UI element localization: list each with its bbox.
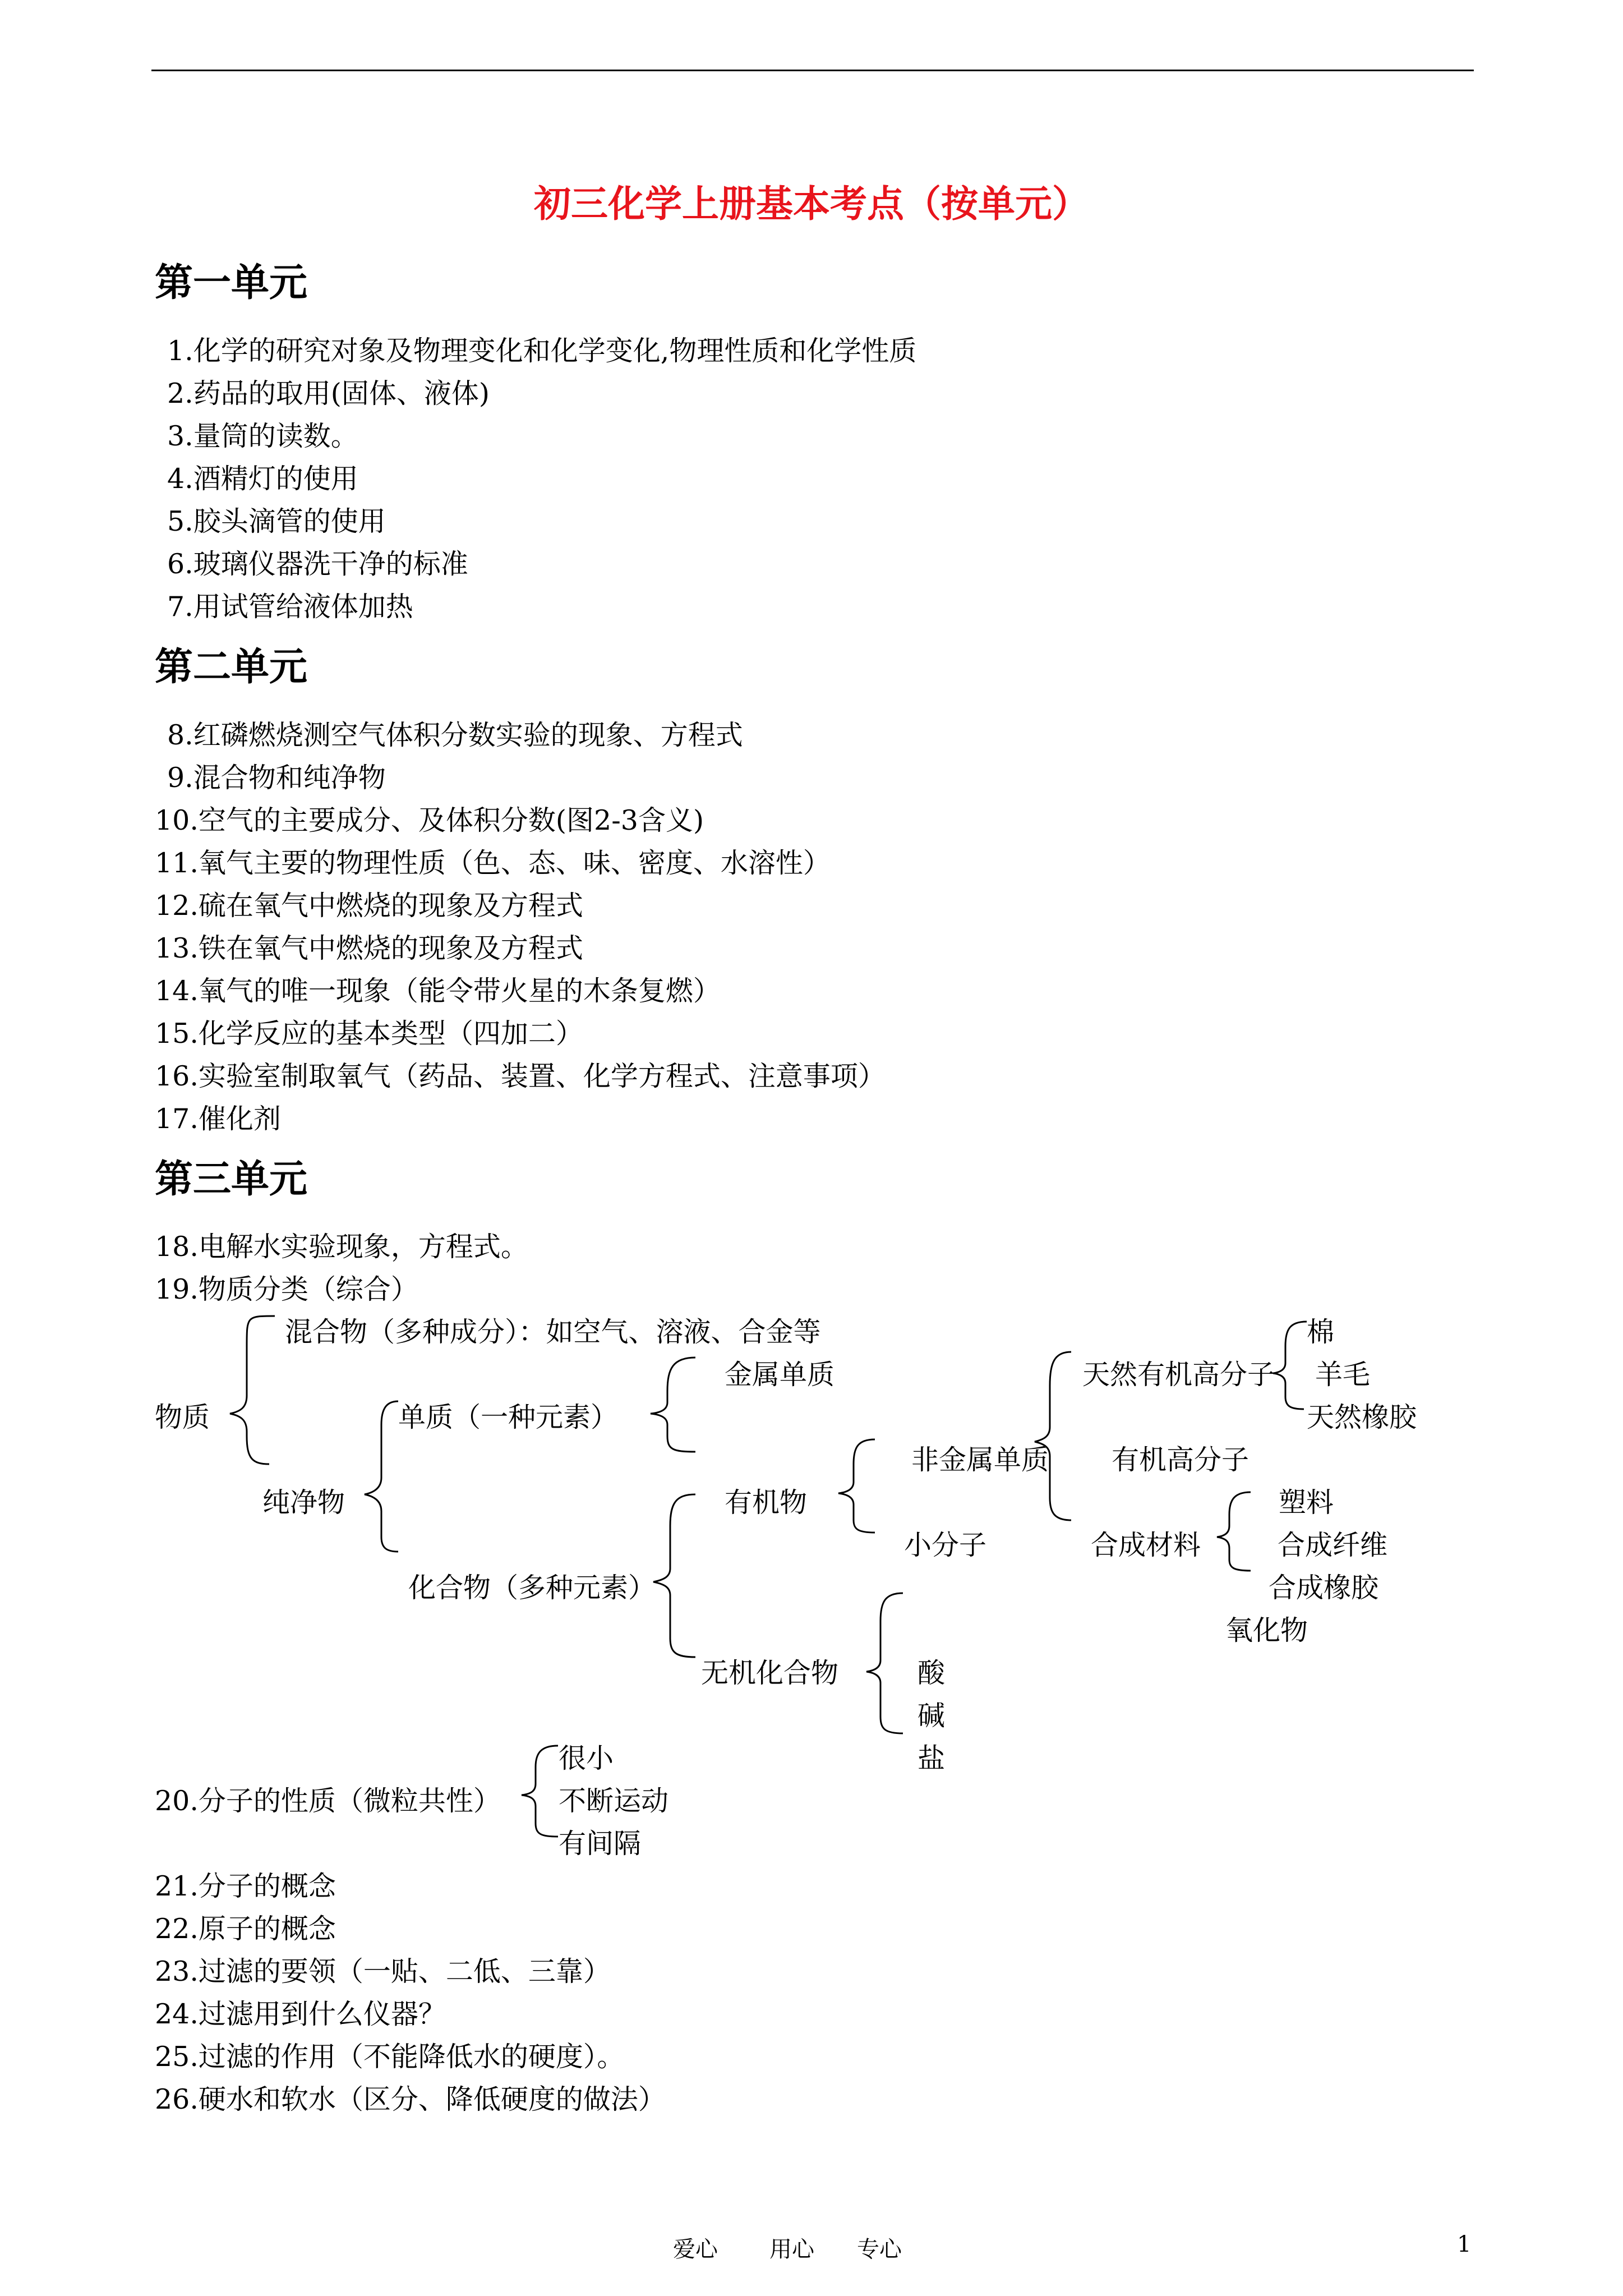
list-item: 14.氧气的唯一现象（能令带火星的木条复燃） (155, 975, 721, 1007)
tree-node-root: 物质 (155, 1401, 210, 1433)
tree-node-inorganic: 无机化合物 (701, 1657, 839, 1689)
molecule-prop: 有间隔 (559, 1828, 642, 1860)
list-item: 11.氧气主要的物理性质（色、态、味、密度、水溶性） (155, 847, 831, 879)
tree-node-mixture: 混合物（多种成分）：如空气、溶液、合金等 (285, 1316, 821, 1348)
tree-node-base: 碱 (917, 1700, 946, 1732)
footer-text-left: 爱心 (673, 2237, 718, 2262)
list-item: 21.分子的概念 (155, 1870, 336, 1902)
list-item: 17.催化剂 (155, 1103, 281, 1135)
list-item: 16.实验室制取氧气（药品、装置、化学方程式、注意事项） (155, 1060, 886, 1092)
tree-node-natural-rubber: 天然橡胶 (1307, 1401, 1417, 1433)
list-item: 26.硬水和软水（区分、降低硬度的做法） (155, 2083, 666, 2115)
list-item: 24.过滤用到什么仪器？ (155, 1998, 446, 2030)
tree-node-synthetic-fiber: 合成纤维 (1278, 1529, 1388, 1561)
molecule-prop: 很小 (559, 1742, 614, 1774)
footer-text-middle: 用心 (769, 2237, 814, 2262)
tree-node-small-molecule: 小分子 (904, 1529, 987, 1561)
list-item: 12.硫在氧气中燃烧的现象及方程式 (155, 890, 583, 922)
tree-node-salt: 盐 (917, 1742, 946, 1774)
tree-node-organic-polymer: 有机高分子 (1112, 1444, 1249, 1476)
molecule-prop: 不断运动 (559, 1785, 669, 1817)
document-title: 初三化学上册基本考点（按单元） (534, 182, 1089, 226)
tree-node-synthetic: 合成材料 (1091, 1529, 1201, 1561)
list-item: 10.空气的主要成分、及体积分数(图2-3含义) (155, 804, 704, 836)
list-item: 19.物质分类（综合） (155, 1273, 418, 1305)
list-item: 18.电解水实验现象，方程式。 (155, 1231, 528, 1263)
list-item: 5.胶头滴管的使用 (167, 505, 386, 537)
tree-node-synthetic-rubber: 合成橡胶 (1269, 1572, 1379, 1604)
tree-node-metal: 金属单质 (725, 1359, 835, 1391)
list-item: 1.化学的研究对象及物理变化和化学变化,物理性质和化学性质 (167, 335, 917, 367)
tree-node-natural-polymer: 天然有机高分子 (1082, 1359, 1275, 1391)
tree-node-oxide: 氧化物 (1225, 1614, 1308, 1646)
list-item: 22.原子的概念 (155, 1913, 336, 1945)
unit-2-heading: 第二单元 (155, 645, 308, 689)
footer-text-right: 专心 (857, 2237, 902, 2262)
list-item: 20.分子的性质（微粒共性） (155, 1785, 501, 1817)
unit-3-heading: 第三单元 (155, 1157, 308, 1202)
tree-node-compound: 化合物（多种元素） (408, 1572, 656, 1604)
tree-node-pure: 纯净物 (262, 1487, 345, 1519)
list-item: 6.玻璃仪器洗干净的标准 (167, 548, 468, 580)
tree-node-nonmetal: 非金属单质 (911, 1444, 1049, 1476)
list-item: 25.过滤的作用（不能降低水的硬度）。 (155, 2041, 625, 2073)
tree-node-element: 单质（一种元素） (398, 1401, 619, 1433)
tree-node-acid: 酸 (917, 1657, 946, 1689)
list-item: 7.用试管给液体加热 (167, 591, 413, 623)
list-item: 15.化学反应的基本类型（四加二） (155, 1018, 583, 1050)
list-item: 4.酒精灯的使用 (167, 463, 358, 495)
tree-node-plastic: 塑料 (1279, 1487, 1334, 1519)
list-item: 8.红磷燃烧测空气体积分数实验的现象、方程式 (167, 719, 743, 751)
list-item: 13.铁在氧气中燃烧的现象及方程式 (155, 932, 583, 964)
page-number: 1 (1457, 2231, 1472, 2257)
list-item: 3.量筒的读数。 (167, 420, 358, 452)
unit-1-heading: 第一单元 (155, 261, 308, 305)
list-item: 9.混合物和纯净物 (167, 762, 386, 794)
tree-node-cotton: 棉 (1307, 1316, 1335, 1348)
tree-node-organic: 有机物 (725, 1487, 808, 1519)
list-item: 2.药品的取用(固体、液体) (167, 378, 490, 409)
tree-node-wool: 羊毛 (1315, 1359, 1371, 1391)
list-item: 23.过滤的要领（一贴、二低、三靠） (155, 1955, 611, 1987)
